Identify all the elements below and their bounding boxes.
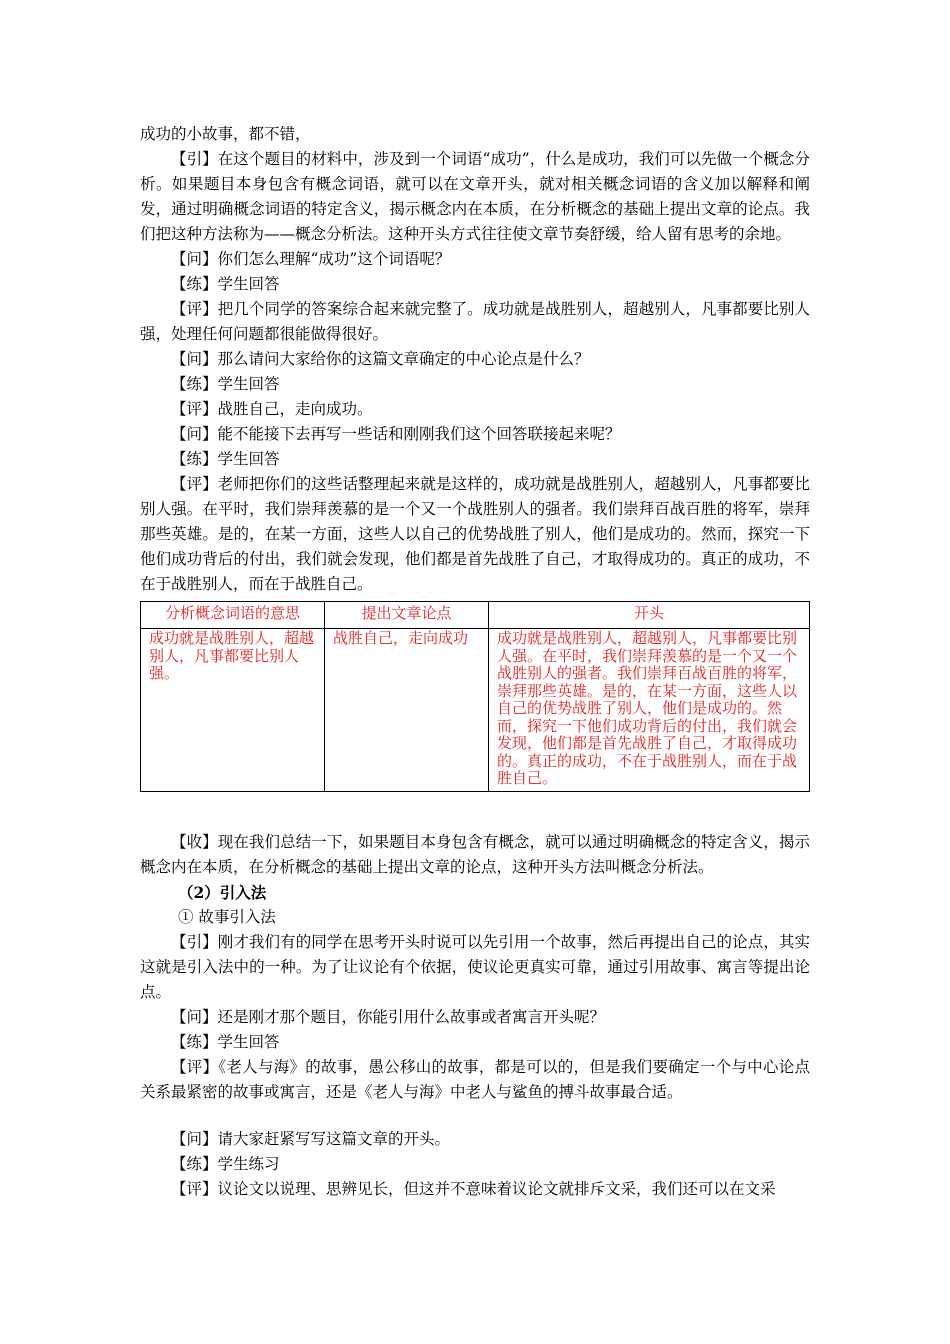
question-2: 【问】那么请问大家给你的这篇文章确定的中心论点是什么？ (171, 350, 590, 368)
question-4: 【问】还是刚才那个题目，你能引用什么故事或者寓言开头呢？ (171, 1007, 606, 1026)
comment-4: 【评】《老人与海》的故事，愚公移山的故事，都是可以的，但是我们要确定一个与中心论点关系最紧密的故事或寓言，还是《老人与海》中老人与鲨鱼的搏斗故事最合适。 (140, 1057, 810, 1101)
table-cell: 成功就是战胜别人，超越别人，凡事都要比别人强。在平时，我们崇拜羡慕的是一个又一个战胜别人的强者。我们崇拜百战百胜的将军，崇拜那些英雄。是的，在某一方面，这些人以自己的优势战胜了别人，他们是成功的。然而，探究一下他们成功背后的付出，我们就会发现，他们都是首先战胜了自己，才取得成功的。真正的成功，不在于战胜别人，而在于战胜自己。 (488, 629, 809, 792)
section-heading: （2）引入法 (178, 882, 267, 902)
table-cell: 战胜自己，走向成功 (325, 629, 489, 792)
document-page (140, 122, 810, 1202)
table-header-cell: 提出文章论点 (325, 602, 489, 629)
practice-4: 【练】学生回答 (171, 1032, 280, 1051)
comment-5: 【评】议论文以说理、思辨见长，但这并不意味着议论文就排斥文采，我们还可以在文采 (171, 1179, 776, 1198)
subsection-heading: ① 故事引入法 (178, 907, 276, 926)
table-row (141, 629, 810, 792)
paragraph-intro-concept: 【引】在这个题目的材料中，涉及到一个词语“成功”，什么是成功，我们可以先做一个概念分析。如果题目本身包含有概念词语，就可以在文章开头，就对相关概念词语的含义加以解释和阐发，通过明确概念词语的特定含义，揭示概念内在本质，在分析概念的基础上提出文章的论点。我们把这种方法称为——概念分析法。这种开头方式往往使文章节奏舒缓，给人留有思考的余地。 (140, 150, 810, 243)
concept-analysis-table (140, 601, 810, 792)
practice-1: 【练】学生回答 (171, 275, 280, 293)
comment-3: 【评】老师把你们的这些话整理起来就是这样的，成功就是战胜别人，超越别人，凡事都要比别人强。在平时，我们崇拜羡慕的是一个又一个战胜别人的强者。我们崇拜百战百胜的将军，崇拜那些英雄。是的，在某一方面，这些人以自己的优势战胜了别人，他们是成功的。然而，探究一下他们成功背后的付出，我们就会发现，他们都是首先战胜了自己，才取得成功的。真正的成功，不在于战胜别人，而在于战胜自己。 (140, 475, 810, 593)
table-header-row (141, 602, 810, 629)
table-header-cell: 开头 (488, 602, 809, 629)
paragraph-continuation: 成功的小故事，都不错， (140, 125, 311, 143)
table-cell: 成功就是战胜别人，超越别人，凡事都要比别人强。 (141, 629, 325, 792)
summary-paragraph: 【收】现在我们总结一下，如果题目本身包含有概念，就可以通过明确概念的特定含义，揭示概念内在本质，在分析概念的基础上提出文章的论点，这种开头方法叫概念分析法。 (140, 832, 810, 876)
question-5: 【问】请大家赶紧写写这篇文章的开头。 (171, 1129, 451, 1148)
comment-1: 【评】把几个同学的答案综合起来就完整了。成功就是战胜别人，超越别人，凡事都要比别人强，处理任何问题都很能做得很好。 (140, 300, 810, 343)
question-3: 【问】能不能接下去再写一些话和刚刚我们这个回答联接起来呢？ (171, 425, 621, 443)
practice-5: 【练】学生练习 (171, 1154, 280, 1173)
practice-2: 【练】学生回答 (171, 375, 280, 393)
table-header-cell: 分析概念词语的意思 (141, 602, 325, 629)
practice-3: 【练】学生回答 (171, 450, 280, 468)
paragraph-intro-story: 【引】刚才我们有的同学在思考开头时说可以先引用一个故事，然后再提出自己的论点，其实这就是引入法中的一种。为了让议论有个依据，使议论更真实可靠，通过引用故事、寓言等提出论点。 (140, 932, 810, 1001)
question-1: 【问】你们怎么理解“成功”这个词语呢？ (171, 250, 451, 268)
comment-2: 【评】战胜自己，走向成功。 (171, 400, 373, 418)
